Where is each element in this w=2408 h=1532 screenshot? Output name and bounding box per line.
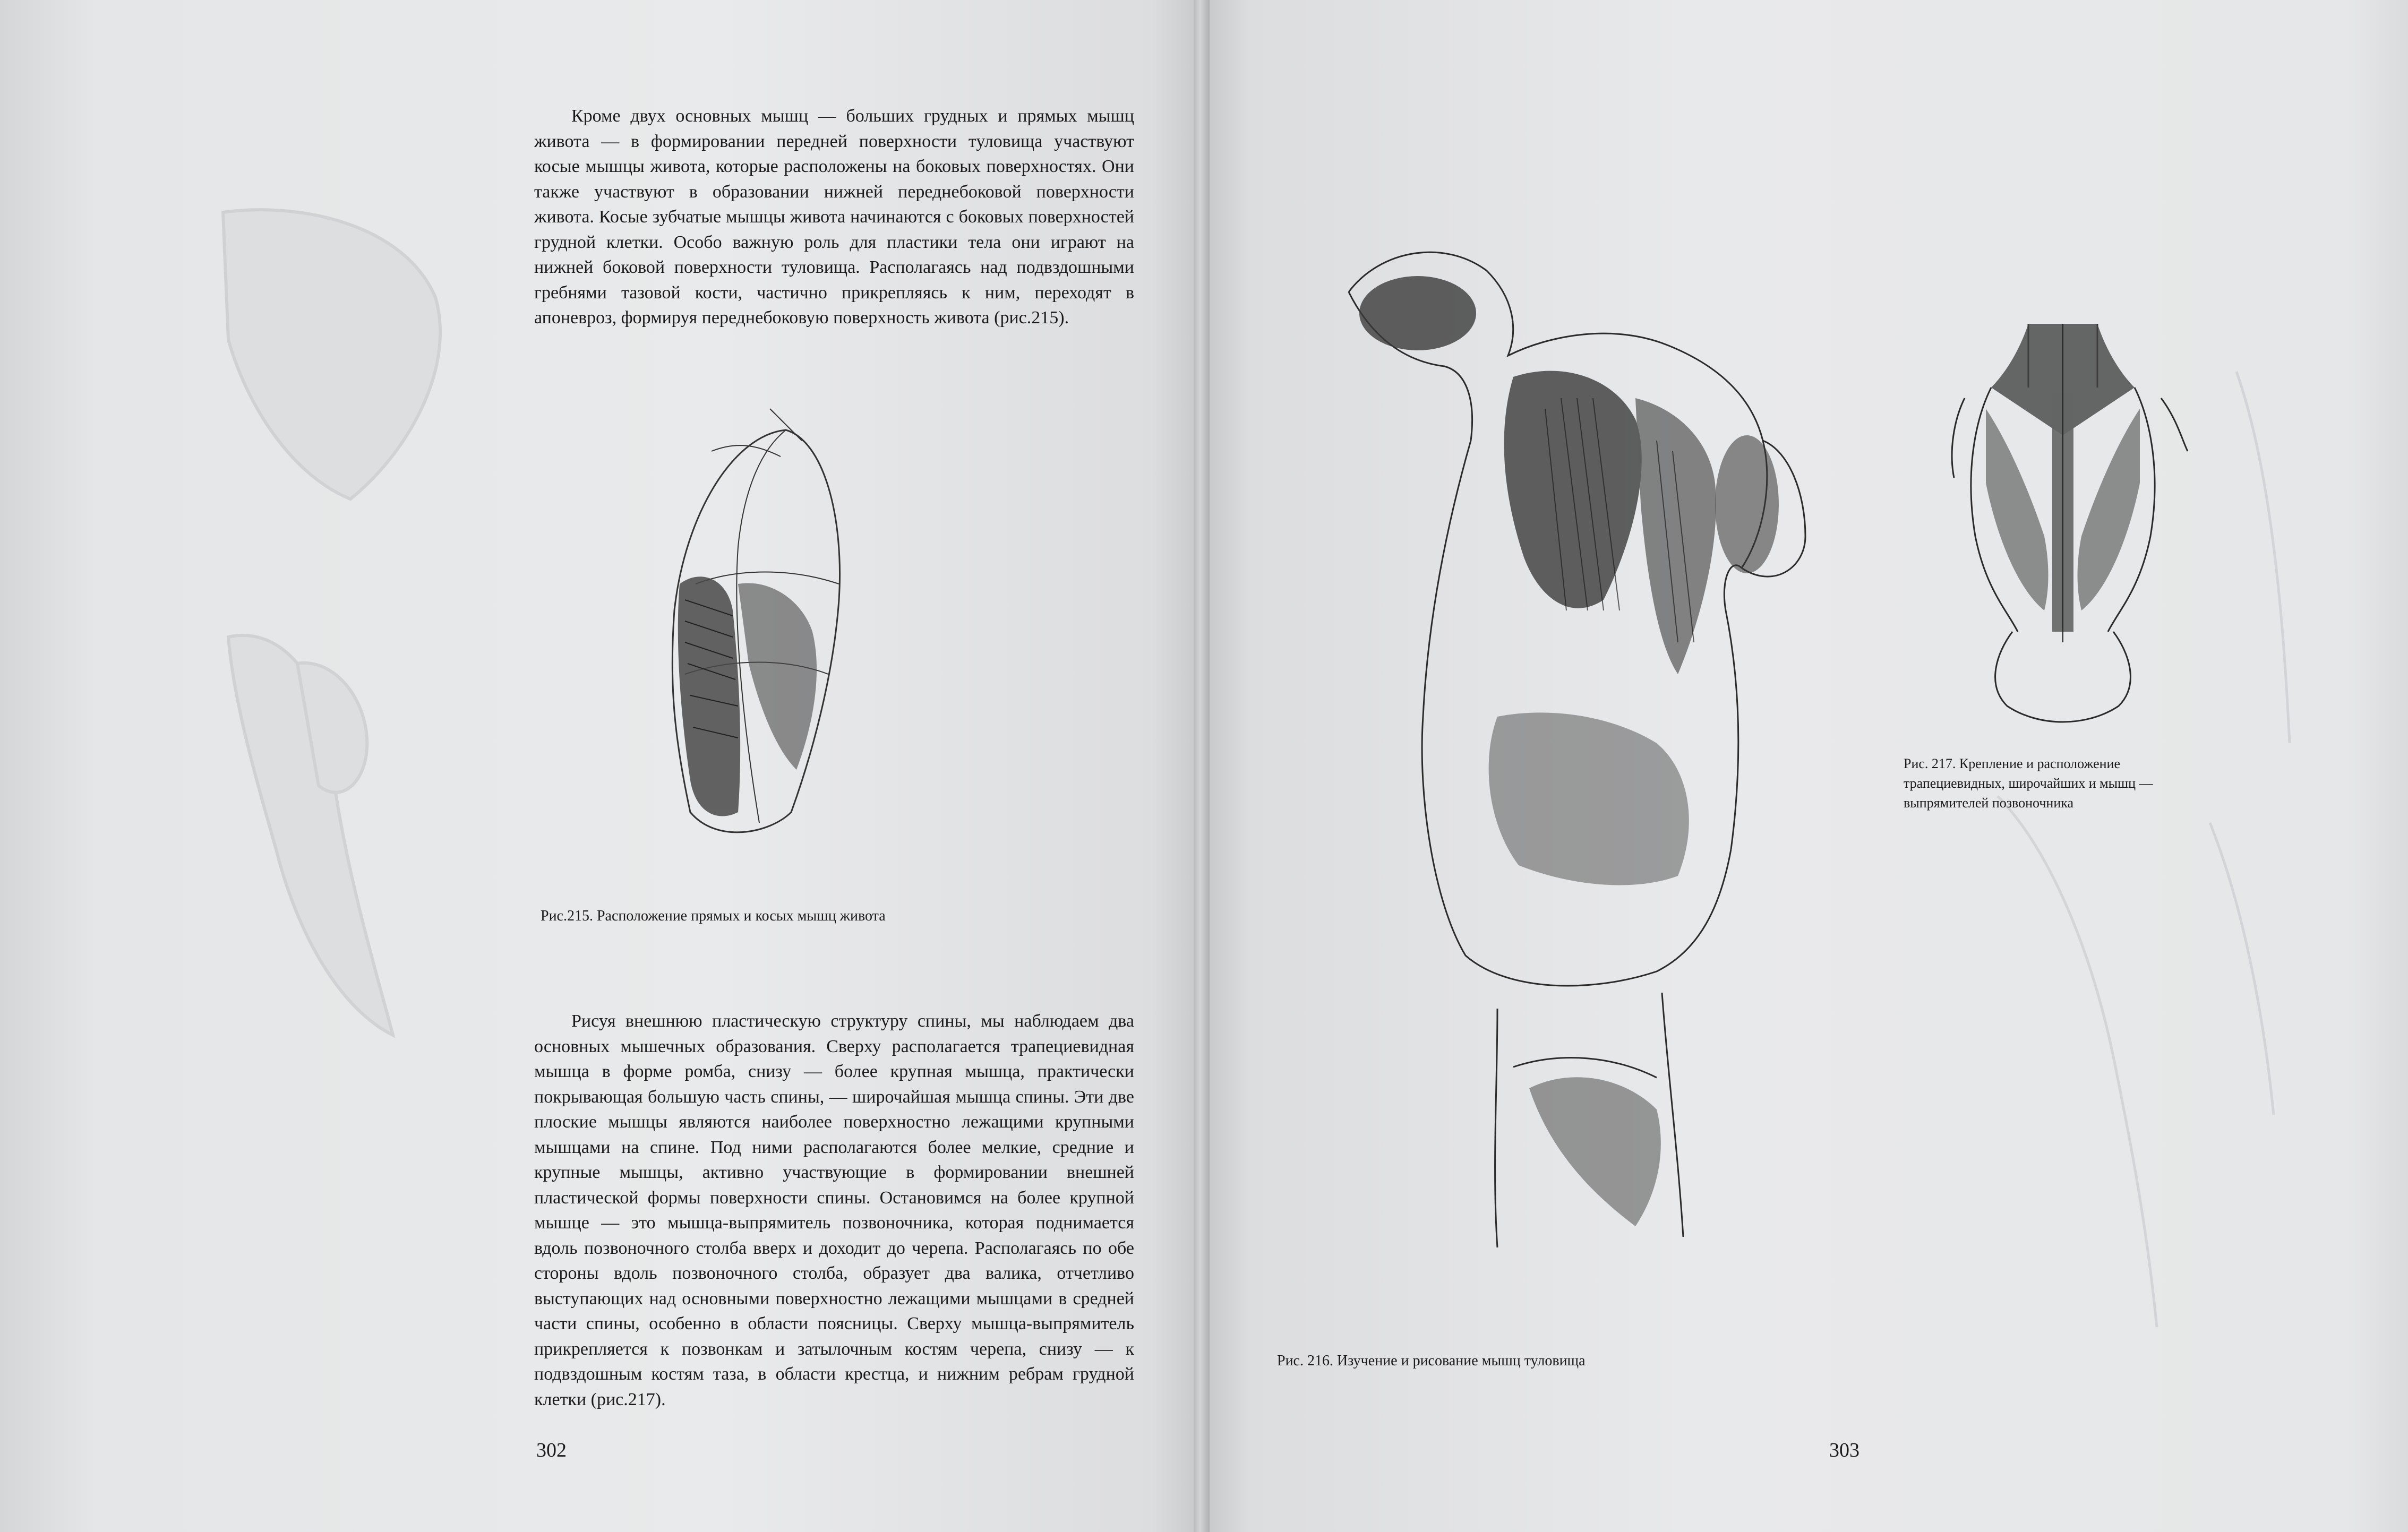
paragraph-abdominal-muscles: Кроме двух основных мышц — больших грудных и прямых мышц живота — в формировании передней поверхности туловища участвуют косые мышцы живота, которые расположены на боковых поверхностях. Они также участвуют в образовании нижней переднебоковой поверхности живота. Косые зубчатые мышцы живота начинаются с боковых поверхностей грудной клетки. Особо важную роль для пластики тела они играют на нижней боковой поверхности туловища. Располагаясь над подвздошными гребнями тазовой кости, частично прикрепляясь к ним, переходят в апоневроз, формируя переднебоковую поверхность живота (рис.215).: [534, 106, 1134, 328]
page-number-left: 302: [536, 1439, 567, 1461]
figure-215-abdominal-sketch: [653, 409, 865, 855]
figure-216-torso-sketch: [1338, 239, 1827, 1269]
figure-217-back-muscles-diagram: [1943, 313, 2182, 727]
figure-216-caption: Рис. 216. Изучение и рисование мышц туловища: [1277, 1353, 1586, 1369]
page-number-right: 303: [1829, 1439, 1859, 1461]
figure-215-caption: Рис.215. Расположение прямых и косых мышц живота: [541, 908, 886, 924]
paragraph-back-muscles: Рисуя внешнюю пластическую структуру спины, мы наблюдаем два основных мышечных образования. Сверху располагается трапециевидная мышца в форме ромба, снизу — более крупная мышца, практически покрывающая большую часть спины, — широчайшая мышца спины. Эти две плоские мышцы являются наиболее поверхностно лежащими крупными мышцами на спине. Под ними располагаются более мелкие, средние и крупные мышцы, активно участвующие в формировании внешней пластической формы поверхности спины. Остановимся на более крупной мышце — это мышца-выпрямитель позвоночника, которая поднимается вдоль позвоночного столба вверх и доходит до черепа. Располагаясь по обе стороны вдоль позвоночного столба, образует два валика, отчетливо выступающих над основными поверхностно лежащими мышцами в средней части спины, особенно в области поясницы. Сверху мышца-выпрямитель прикрепляется к позвонкам и затылочным костям черепа, снизу — к подвздошным костям таза, в области крестца, и нижним ребрам грудной клетки (рис.217).: [534, 1011, 1134, 1409]
figure-217-caption: Рис. 217. Крепление и расположение трапециевидных, широчайших и мышц — выпрямителей позвоночника: [1904, 756, 2153, 811]
